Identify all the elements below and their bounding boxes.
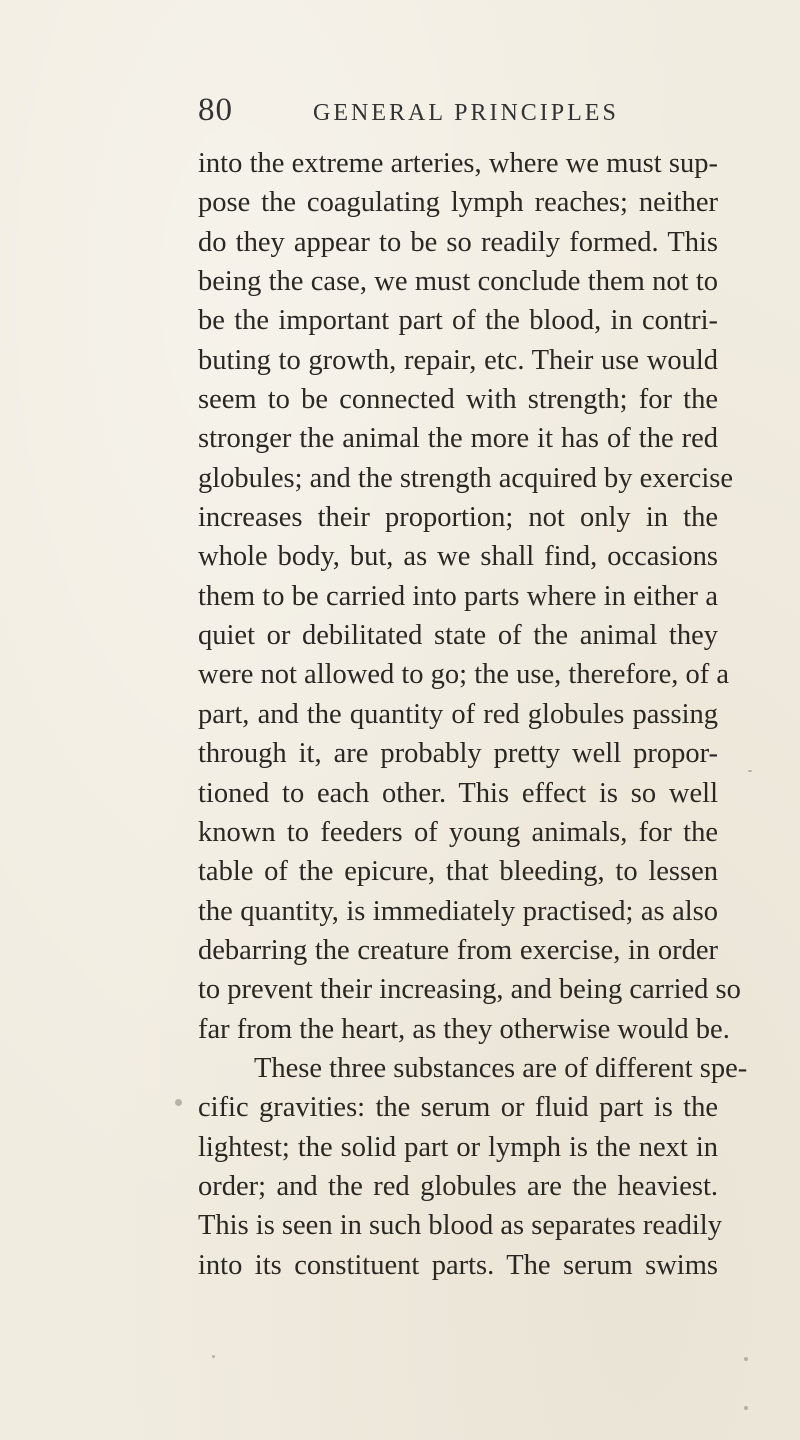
text-line: do they appear to be so readily formed. This <box>198 226 718 258</box>
text-line: order; and the red globules are the heaviest. <box>198 1170 718 1202</box>
text-line: This is seen in such blood as separates readily <box>198 1210 722 1242</box>
text-line: them to be carried into parts where in either a <box>198 580 718 612</box>
text-line: globules; and the strength acquired by exercise <box>198 462 733 494</box>
text-line: were not allowed to go; the use, therefore, of a <box>198 659 730 691</box>
text-line: known to feeders of young animals, for the <box>198 816 718 848</box>
text-line: tioned to each other. This effect is so well <box>198 777 718 809</box>
text-line: whole body, but, as we shall find, occasions <box>198 541 718 573</box>
text-line: far from the heart, as they otherwise would be. <box>198 1013 730 1045</box>
text-line: to prevent their increasing, and being carried so <box>198 974 741 1006</box>
text-line: the quantity, is immediately practised; as also <box>198 895 718 927</box>
text-line: These three substances are of different spe- <box>254 1052 748 1084</box>
text-line: being the case, we must conclude them not to <box>198 266 718 298</box>
text-line: cific gravities: the serum or fluid part is the <box>198 1092 718 1124</box>
text-line: lightest; the solid part or lymph is the next in <box>198 1131 718 1163</box>
text-line: quiet or debilitated state of the animal they <box>198 620 718 652</box>
text-line: buting to growth, repair, etc. Their use would <box>198 344 718 376</box>
text-line: pose the coagulating lymph reaches; neither <box>198 187 718 219</box>
text-line: into its constituent parts. The serum swims <box>198 1249 718 1281</box>
text-line: increases their proportion; not only in the <box>198 502 718 534</box>
text-line: through it, are probably pretty well propor- <box>198 738 718 770</box>
text-line: part, and the quantity of red globules passing <box>198 698 718 730</box>
running-title: GENERAL PRINCIPLES <box>313 100 619 126</box>
text-line: table of the epicure, that bleeding, to lessen <box>198 856 718 888</box>
page-number: 80 <box>198 92 233 128</box>
text-line: be the important part of the blood, in contri- <box>198 305 718 337</box>
paper-speck <box>744 1357 748 1361</box>
text-line: debarring the creature from exercise, in order <box>198 934 718 966</box>
paper-speck <box>212 1355 215 1358</box>
paper-speck <box>744 1406 748 1410</box>
paper-speck <box>748 770 752 772</box>
text-line: stronger the animal the more it has of the red <box>198 423 718 455</box>
text-line: seem to be connected with strength; for the <box>198 384 718 416</box>
paper-speck <box>175 1099 182 1106</box>
body-text <box>198 144 748 1285</box>
text-line: into the extreme arteries, where we must sup- <box>198 148 718 179</box>
